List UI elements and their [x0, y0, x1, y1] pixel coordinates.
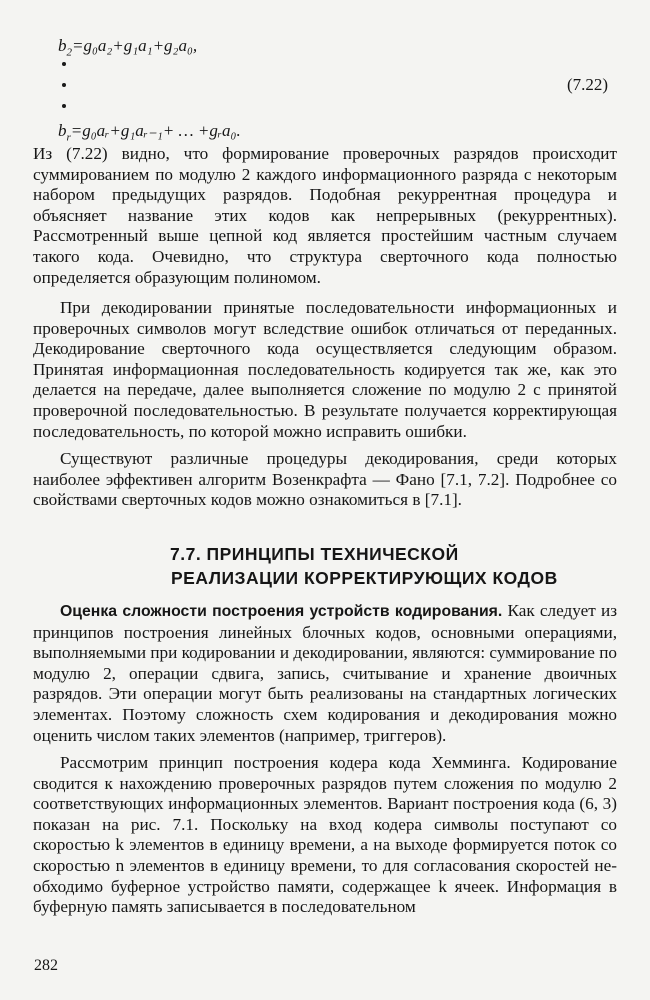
- ellipsis-dot: [62, 104, 66, 108]
- section-heading-line-2: РЕАЛИЗАЦИИ КОРРЕКТИРУЮЩИХ КОДОВ: [171, 568, 558, 588]
- paragraph-4-body: Как следует из принципов построения линейных блочных кодов, основными операциями, выполняемыми при кодировании и декодировании, являются: суммирование по модулю 2, операции сдвига, запись, считывание и хранение двоичных разрядов. Эти операции могут быть реализованы на стандартных логических элементах. Поэтому сложность схем кодирования и декодирования можно оценить числом таких элементов (например, триггеров).: [33, 601, 617, 745]
- paragraph-lead: Оценка сложности построения устройств кодирования.: [60, 603, 503, 620]
- paragraph-3: Существуют различные процедуры декодирования, среди которых наиболее эффективен алгоритм Возенкрафта — Фано [7.1, 7.2]. Подробнее со свойствами сверточных кодов можно ознакомиться в [7.1].: [33, 449, 617, 510]
- paragraph-2: При декодировании принятые последовательности информационных и проверочных символов могут вследствие ошибок отличаться от переданных. Декодирование сверточного кода осуществляется следующим образом. Принятая информационная последовательность кодируется так же, как это делается на передаче, далее выполняется сложение по модулю 2 с принятой проверочной последовательностью. В результате получается корректирующая последовательность, по которой можно исправить ошибки.: [33, 298, 617, 441]
- ellipsis-dot: [62, 62, 66, 66]
- paragraph-4: [33, 601, 617, 746]
- equation-number: (7.22): [567, 75, 609, 94]
- section-heading-line-1: 7.7. ПРИНЦИПЫ ТЕХНИЧЕСКОЙ: [170, 544, 459, 564]
- page-number: 282: [34, 957, 58, 974]
- equation-br: $b_r=g_0aᵣ+g_1aᵣ_{-1}+$ … +gᵣa₀.: [58, 121, 241, 144]
- paragraph-5: Рассмотрим принцип построения кодера кода Хемминга. Кодирование сводится к нахождению проверочных разрядов путем сложения по модулю 2 соответствующих информационных элементов. Вариант построения кода (6, 3) показан на рис. 7.1. Поскольку на вход кодера символы поступают со скоростью k элементов в единицу времени, а на выходе формируется поток со скоростью n элементов в единицу времени, то для согласования скоростей необходимо буферное устройство памяти, содержащее k ячеек. Информация в буферную память записывается в последовательном: [33, 753, 617, 917]
- paragraph-1: Из (7.22) видно, что формирование проверочных разрядов происходит суммированием по модулю 2 каждого информационного разряда с некоторым набором предыдущих разрядов. Подобная рекуррентная процедура и объясняет название этих кодов как непрерывных (рекуррентных). Рассмотренный выше цепной код является простейшим частным случаем такого кода. Очевидно, что структура сверточного кода полностью определяется образующим полиномом.: [33, 144, 617, 287]
- ellipsis-dot: [62, 83, 66, 87]
- equation-b2: $b_2=g_0a_2+g_1a_1+g_2a_0$,: [58, 36, 198, 59]
